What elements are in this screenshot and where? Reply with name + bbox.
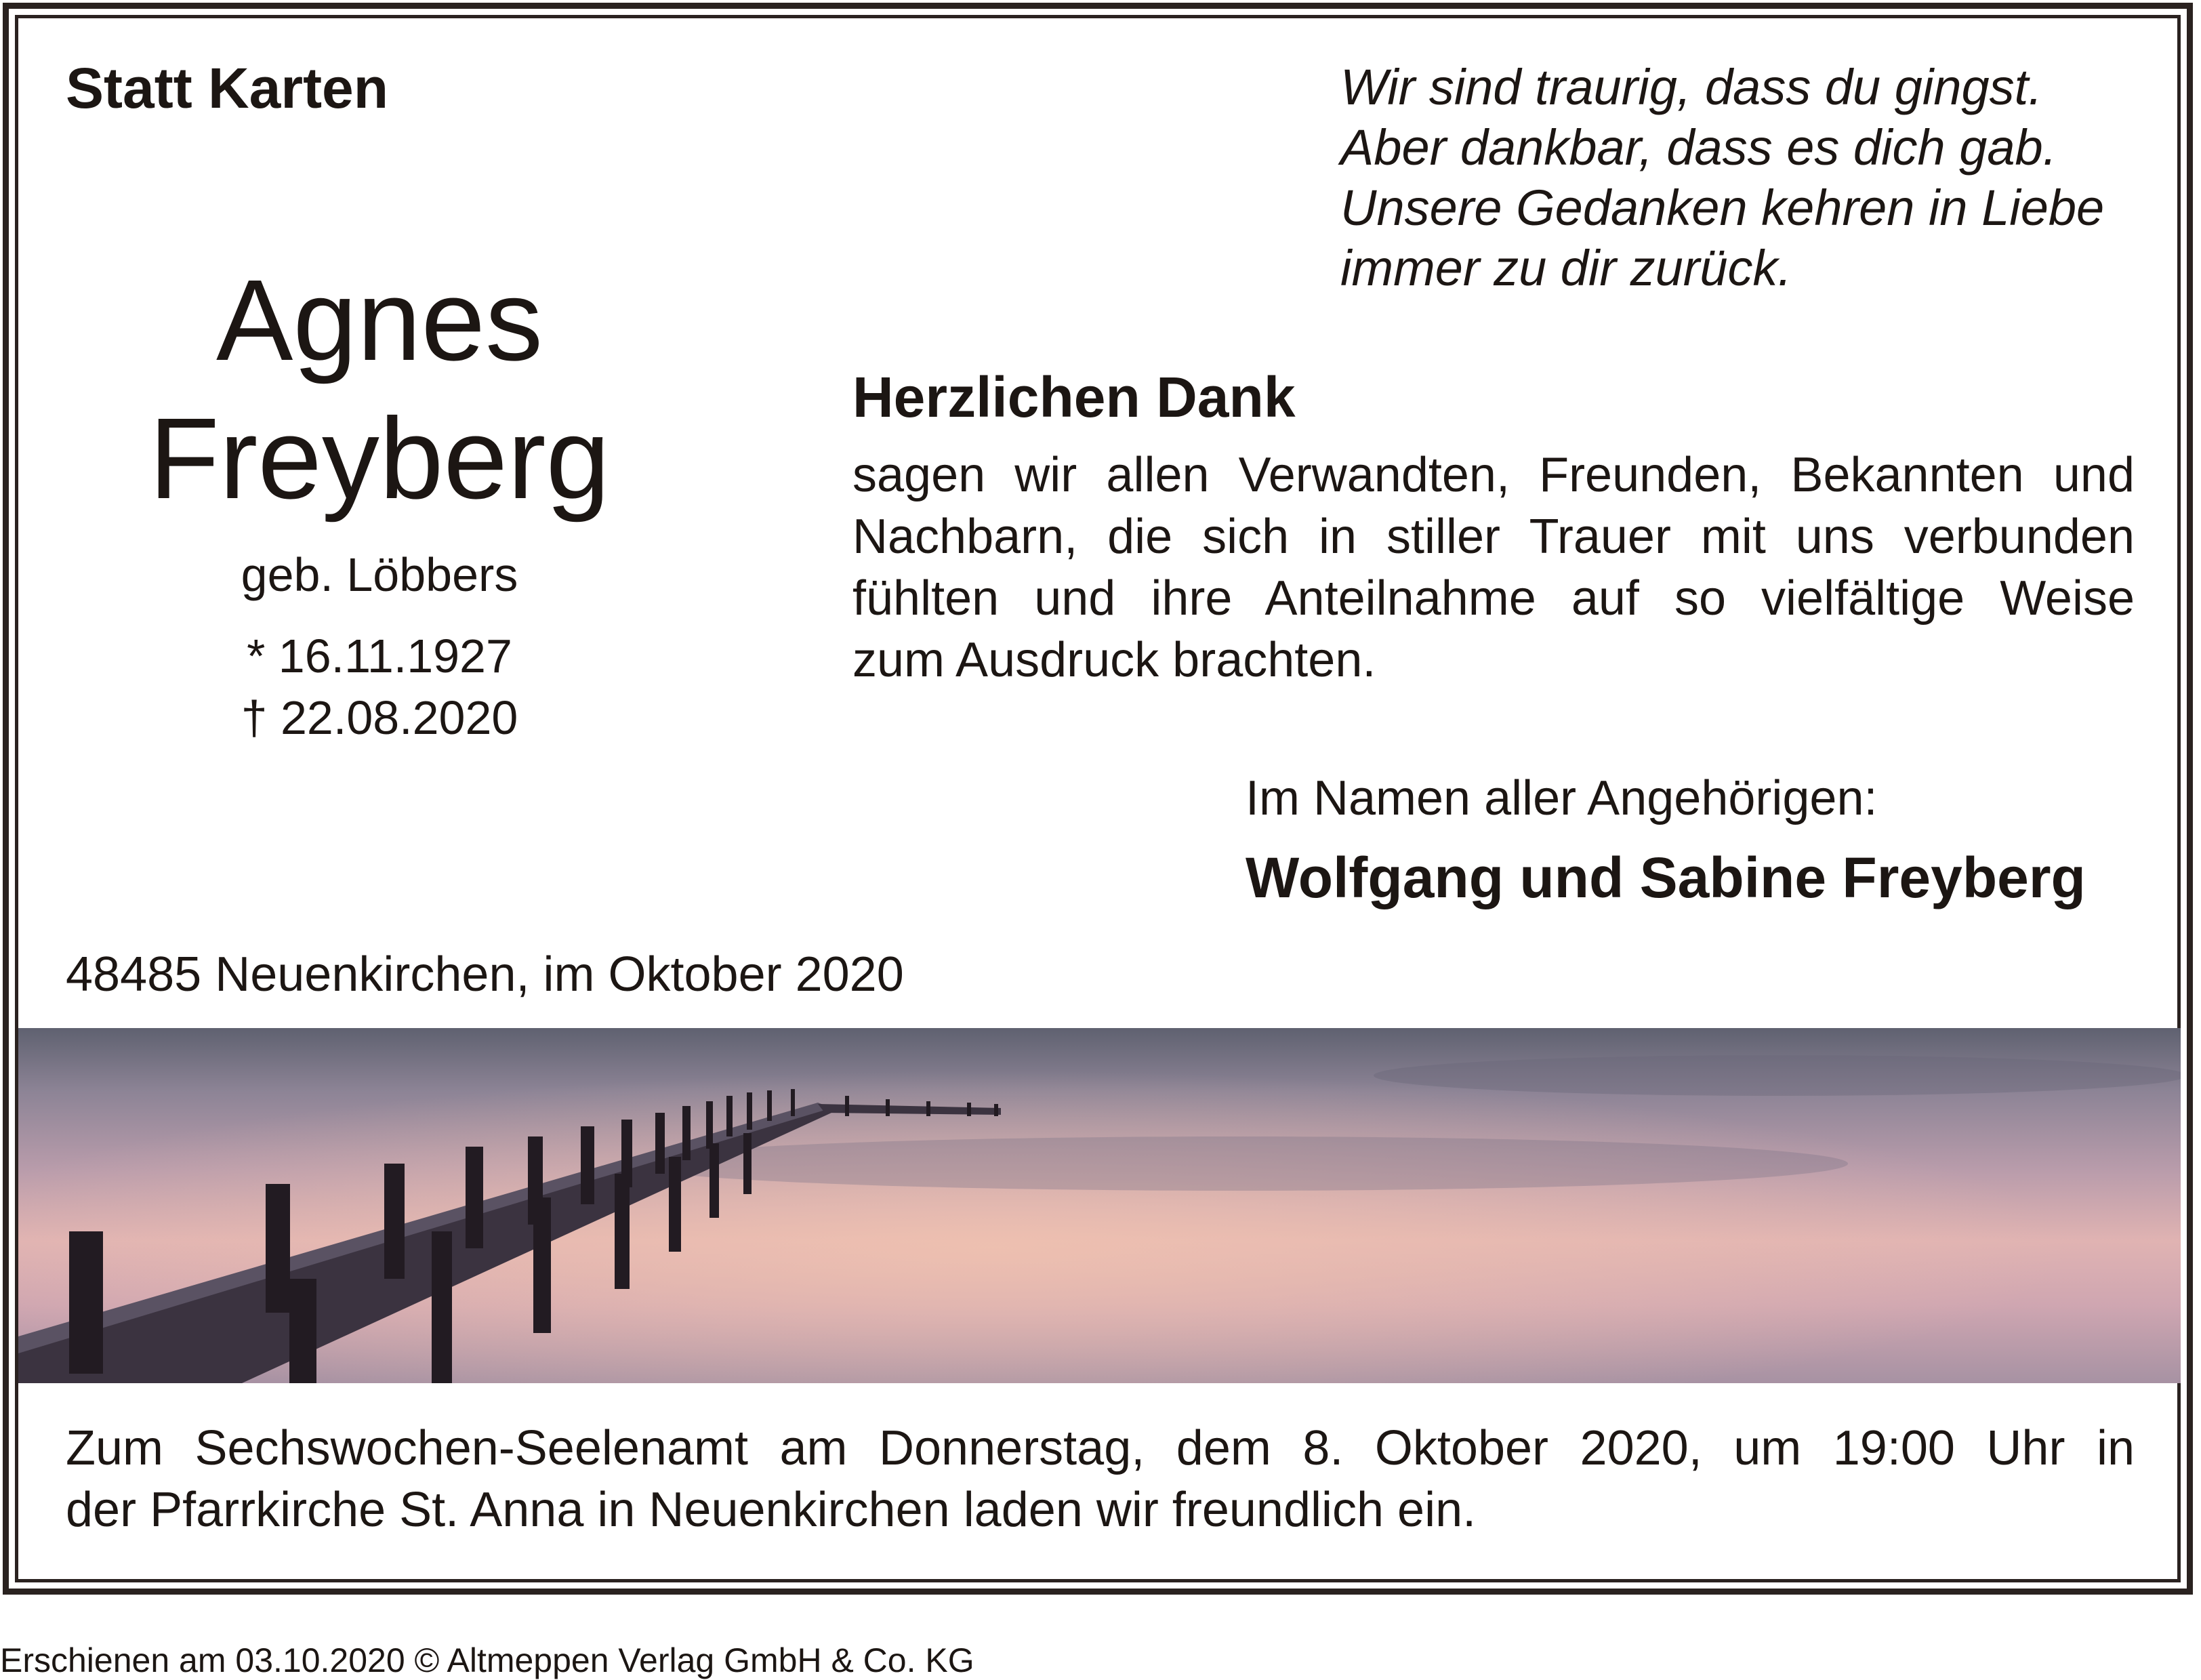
place-date: 48485 Neuenkirchen, im Oktober 2020 [66,947,904,1002]
quote-line: immer zu dir zurück. [1340,240,1792,296]
jetty-illustration [18,1028,2181,1383]
quote-line: Wir sind traurig, dass du gingst. [1340,59,2042,115]
thanks-line: fühlten und ihre Anteilnahme auf so vielfältige Weise [852,571,2135,626]
on-behalf-label: Im Namen aller Angehörigen: [1246,771,1878,825]
service-line: Zum Sechswochen-Seelenamt am Donnerstag, dem 8. Oktober 2020, um 19:00 Uhr in [66,1421,2135,1475]
birth-date: * 16.11.1927 [247,630,512,682]
memorial-quote [1340,57,2174,298]
signers-names: Wolfgang und Sabine Freyberg [1246,846,2086,909]
deceased-first-name: Agnes [215,256,543,385]
birth-name: geb. Löbbers [241,548,518,601]
thanks-line: sagen wir allen Verwandten, Freunden, Bekannten und [852,448,2135,502]
thanks-body [852,445,2135,691]
thanks-heading: Herzlichen Dank [852,365,1296,429]
quote-line: Aber dankbar, dass es dich gab. [1340,119,2057,176]
jetty-lake-photo [18,1028,2181,1383]
service-announcement [66,1418,2135,1541]
thanks-line: zum Ausdruck brachten. [852,633,1376,687]
death-date: † 22.08.2020 [241,691,518,744]
quote-line: Unsere Gedanken kehren in Liebe [1340,180,2105,236]
service-line: der Pfarrkirche St. Anna in Neuenkirchen laden wir freundlich ein. [66,1483,1477,1537]
thanks-line: Nachbarn, die sich in stiller Trauer mit uns verbunden [852,510,2135,564]
publication-footer: Erschienen am 03.10.2020 © Altmeppen Verlag GmbH & Co. KG [0,1641,974,1679]
deceased-last-name: Freyberg [148,394,611,523]
statt-karten-label: Statt Karten [66,56,389,120]
